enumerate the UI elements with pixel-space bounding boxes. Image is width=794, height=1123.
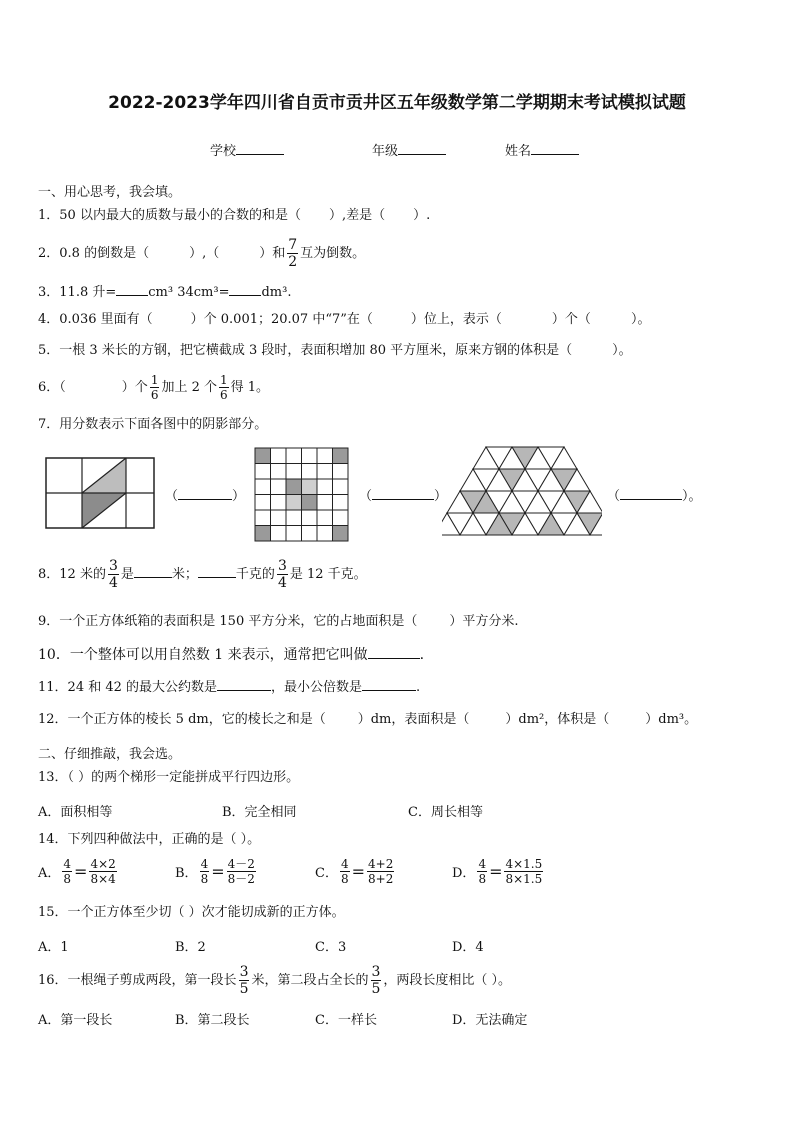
grid-cell — [255, 448, 271, 464]
option-14-d[interactable] — [452, 858, 545, 885]
denominator: 5 — [239, 981, 249, 997]
paren-close: ）。 — [682, 489, 702, 504]
numerator: 4 — [478, 857, 487, 871]
denominator: 8 — [478, 872, 487, 886]
question-16 — [38, 964, 511, 998]
section-1-heading: 一、用心思考，我会填。 — [38, 185, 182, 200]
fraction-right — [89, 858, 116, 885]
question-8 — [38, 558, 367, 592]
question-text: 一根绳子剪成两段，第一段长 — [67, 973, 237, 988]
numerator: 4 — [340, 857, 349, 871]
grid-cell — [271, 526, 287, 542]
grid-cell — [333, 464, 349, 480]
question-6 — [38, 371, 269, 405]
question-text: ）dm，表面积是（ — [357, 712, 470, 727]
option-15-d[interactable]: D．4 — [452, 940, 484, 955]
paren-open: （ — [165, 489, 179, 504]
grid-cell — [271, 479, 287, 495]
grid-cell — [302, 464, 318, 480]
grid-cell — [333, 510, 349, 526]
answer-blank[interactable] — [198, 564, 236, 578]
question-number: 13． — [38, 770, 68, 785]
question-2 — [38, 237, 365, 271]
question-text: 24 和 42 的最大公约数是 — [67, 680, 218, 695]
denominator: 8－2 — [227, 872, 255, 886]
equals-sign: = — [74, 862, 88, 881]
question-number: 2． — [38, 246, 60, 261]
figure-1-answer — [165, 485, 245, 504]
question-text: 0.8 的倒数是（ — [59, 246, 150, 261]
question-number: 8． — [38, 567, 60, 582]
numerator: 3 — [239, 964, 249, 980]
option-16-a[interactable]: A．第一段长 — [38, 1013, 113, 1028]
question-text: ）。 — [630, 312, 651, 327]
numerator: 3 — [108, 558, 118, 574]
question-text: 得 1。 — [230, 380, 270, 395]
question-14 — [38, 832, 260, 848]
question-number: 7． — [38, 417, 60, 432]
question-text: 千克的 — [235, 567, 275, 582]
answer-blank[interactable] — [229, 282, 261, 296]
answer-blank[interactable] — [368, 645, 420, 659]
page-title: 2022-2023学年四川省自贡市贡井区五年级数学第二学期期末考试模拟试题 — [108, 93, 686, 113]
fraction-left — [477, 858, 487, 885]
question-number: 11． — [38, 680, 68, 695]
fraction-left — [340, 858, 350, 885]
question-number: 1． — [38, 208, 60, 223]
question-number: 15． — [38, 905, 68, 920]
fraction-3-5 — [371, 965, 382, 996]
figure-rectangle-grid — [44, 456, 156, 530]
question-text: 是 12 千克。 — [289, 567, 367, 582]
question-number: 5． — [38, 343, 60, 358]
paren-open: （ — [607, 489, 621, 504]
grid-cell — [333, 448, 349, 464]
option-15-c[interactable]: C．3 — [315, 940, 347, 955]
grid-cell — [286, 464, 302, 480]
fraction-1-6 — [219, 374, 229, 401]
grid-cell — [271, 464, 287, 480]
grid-cell — [286, 510, 302, 526]
grid-cell — [317, 464, 333, 480]
fraction-left — [200, 858, 210, 885]
question-text: 米，第二段占全长的 — [251, 973, 369, 988]
paren-open: （ — [359, 489, 373, 504]
school-blank[interactable] — [236, 141, 284, 155]
numerator: 4 — [200, 857, 209, 871]
numerator: 4－2 — [227, 857, 255, 871]
denominator: 2 — [288, 254, 298, 270]
numerator: 3 — [371, 964, 381, 980]
option-13-a[interactable]: A．面积相等 — [38, 805, 113, 820]
denominator: 4 — [277, 575, 287, 591]
option-label: D． — [452, 866, 476, 881]
fraction-right — [504, 858, 543, 885]
numerator: 3 — [277, 558, 287, 574]
question-number: 3． — [38, 285, 60, 300]
grid-cell — [302, 448, 318, 464]
equals-sign: = — [351, 862, 365, 881]
question-text: ）。 — [612, 343, 632, 358]
question-number: 16． — [38, 973, 68, 988]
numerator: 7 — [288, 237, 298, 253]
question-1 — [38, 208, 430, 224]
question-text: 12 米的 — [59, 567, 106, 582]
grid-cell — [286, 479, 302, 495]
option-13-c[interactable]: C．周长相等 — [408, 805, 483, 820]
option-14-c[interactable] — [315, 858, 396, 885]
grid-cell — [271, 495, 287, 511]
question-text: dm³. — [261, 285, 292, 300]
grid-cell — [286, 448, 302, 464]
answer-blank[interactable] — [116, 282, 148, 296]
question-text: . — [416, 680, 421, 695]
denominator: 8×1.5 — [505, 872, 543, 886]
option-label: C． — [315, 866, 338, 881]
grid-cell — [271, 448, 287, 464]
question-text: ）平方分米. — [449, 614, 519, 629]
question-10 — [38, 645, 424, 663]
option-14-a[interactable] — [38, 858, 119, 885]
question-12 — [38, 712, 697, 728]
name-field — [505, 140, 579, 159]
grid-cell — [271, 510, 287, 526]
question-text: 11.8 升= — [59, 285, 117, 300]
question-text: 一根 3 米长的方钢，把它横截成 3 段时，表面积增加 80 平方厘米，原来方钢的体积是（ — [59, 343, 573, 358]
option-16-c[interactable]: C．一样长 — [315, 1013, 377, 1028]
grid-cell — [255, 464, 271, 480]
question-number: 4． — [38, 312, 60, 327]
question-text: cm³ 34cm³= — [148, 285, 230, 300]
grid-cell — [286, 526, 302, 542]
grid-cell — [333, 479, 349, 495]
option-label: B． — [175, 866, 198, 881]
numerator: 4+2 — [368, 857, 394, 871]
fraction-1-6 — [150, 374, 160, 401]
option-14-b[interactable] — [175, 858, 258, 885]
question-text: ）dm²，体积是（ — [505, 712, 610, 727]
question-text: . — [419, 647, 425, 663]
denominator: 8×4 — [90, 872, 116, 886]
grade-label: 年级 — [372, 144, 399, 159]
grade-field — [372, 140, 446, 159]
question-text: ）,（ — [189, 246, 220, 261]
numerator: 4×1.5 — [505, 857, 543, 871]
fraction-right — [227, 858, 256, 885]
numerator: 4 — [63, 857, 72, 871]
grid-cell — [302, 526, 318, 542]
fraction-3-4 — [108, 559, 119, 590]
fraction-3-4 — [277, 559, 288, 590]
fraction-left — [62, 858, 72, 885]
answer-blank[interactable] — [217, 677, 271, 691]
grid-cell — [302, 479, 318, 495]
denominator: 6 — [220, 388, 228, 402]
answer-blank[interactable] — [372, 488, 434, 500]
question-number: 9． — [38, 614, 60, 629]
question-text: 用分数表示下面各图中的阴影部分。 — [59, 417, 268, 432]
question-text: 互为倒数。 — [300, 246, 366, 261]
question-text: 一个整体可以用自然数 1 来表示，通常把它叫做 — [69, 647, 368, 663]
question-text: 一个正方体纸箱的表面积是 150 平方分米，它的占地面积是（ — [59, 614, 418, 629]
option-label: A． — [38, 866, 61, 881]
question-text: ，最小公倍数是 — [271, 680, 363, 695]
question-text: 加上 2 个 — [161, 380, 217, 395]
question-7 — [38, 417, 267, 433]
figure-3-answer — [607, 485, 702, 504]
grid-cell — [333, 526, 349, 542]
answer-blank[interactable] — [362, 677, 416, 691]
denominator: 8+2 — [368, 872, 394, 886]
question-text: 米； — [171, 567, 198, 582]
option-16-d[interactable]: D．无法确定 — [452, 1013, 528, 1028]
denominator: 8 — [340, 872, 349, 886]
grid-cell — [302, 495, 318, 511]
question-number: 14． — [38, 832, 68, 847]
question-text: （ — [59, 380, 66, 395]
question-15 — [38, 905, 345, 921]
grid-cell — [255, 510, 271, 526]
grid-cell — [317, 510, 333, 526]
equals-sign: = — [211, 862, 225, 881]
question-text: ，两段长度相比（ ）。 — [383, 973, 512, 988]
denominator: 8 — [63, 872, 72, 886]
grid-cell — [333, 495, 349, 511]
question-text: ）. — [413, 208, 431, 223]
question-text: ）个（ — [551, 312, 591, 327]
question-number: 10． — [38, 647, 70, 663]
grid-cell — [317, 495, 333, 511]
name-label: 姓名 — [505, 144, 532, 159]
option-13-b[interactable]: B．完全相同 — [222, 805, 297, 820]
question-number: 12． — [38, 712, 68, 727]
fraction-3-5 — [239, 965, 250, 996]
grid-cell — [255, 495, 271, 511]
question-9 — [38, 614, 519, 630]
denominator: 6 — [150, 388, 159, 402]
question-text: ）和 — [259, 246, 286, 261]
paren-close: ） — [434, 489, 448, 504]
answer-blank[interactable] — [134, 564, 172, 578]
denominator: 5 — [371, 981, 381, 997]
name-blank[interactable] — [531, 141, 579, 155]
option-15-a[interactable]: A．1 — [38, 940, 69, 955]
question-3 — [38, 282, 291, 301]
numerator: 4×2 — [90, 857, 116, 871]
question-text: ）个 — [121, 380, 148, 395]
question-text: 0.036 里面有（ — [59, 312, 153, 327]
option-16-b[interactable]: B．第二段长 — [175, 1013, 250, 1028]
question-5 — [38, 343, 632, 359]
fraction-right — [367, 858, 394, 885]
answer-blank[interactable] — [620, 488, 682, 500]
denominator: 8 — [200, 872, 209, 886]
question-text: 一个正方体的棱长 5 dm，它的棱长之和是（ — [67, 712, 326, 727]
grid-cell — [302, 510, 318, 526]
question-text: （ ）的两个梯形一定能拼成平行四边形。 — [67, 770, 300, 785]
question-11 — [38, 677, 420, 696]
section-2-heading: 二、仔细推敲，我会选。 — [38, 747, 182, 762]
figure-square-grid — [253, 446, 351, 544]
numerator: 1 — [150, 373, 159, 387]
option-15-b[interactable]: B．2 — [175, 940, 206, 955]
figure-2-answer — [359, 485, 447, 504]
grid-cell — [286, 495, 302, 511]
question-text: ）dm³。 — [645, 712, 698, 727]
answer-blank[interactable] — [178, 488, 232, 500]
grid-cell — [317, 448, 333, 464]
question-number: 6． — [38, 380, 60, 395]
grid-cell — [255, 526, 271, 542]
grid-cell — [317, 526, 333, 542]
grade-blank[interactable] — [398, 141, 446, 155]
school-label: 学校 — [210, 144, 237, 159]
equals-sign: = — [489, 862, 503, 881]
numerator: 1 — [220, 373, 228, 387]
denominator: 4 — [108, 575, 118, 591]
paren-close: ） — [232, 489, 246, 504]
grid-cell — [317, 479, 333, 495]
school-field — [210, 140, 284, 159]
question-text: ）,差是（ — [328, 208, 386, 223]
question-text: 下列四种做法中，正确的是（ ）。 — [67, 832, 261, 847]
question-text: ）位上，表示（ — [410, 312, 502, 327]
question-text: 一个正方体至少切（ ）次才能切成新的正方体。 — [67, 905, 345, 920]
question-text: ）个 0.001；20.07 中“7”在（ — [190, 312, 373, 327]
question-text: 50 以内最大的质数与最小的合数的和是（ — [59, 208, 301, 223]
fraction-7-2 — [287, 238, 298, 269]
question-text: 是 — [120, 567, 134, 582]
question-4 — [38, 312, 650, 328]
figure-triangle-trapezoid — [442, 445, 602, 537]
grid-cell — [255, 479, 271, 495]
question-13 — [38, 770, 299, 786]
